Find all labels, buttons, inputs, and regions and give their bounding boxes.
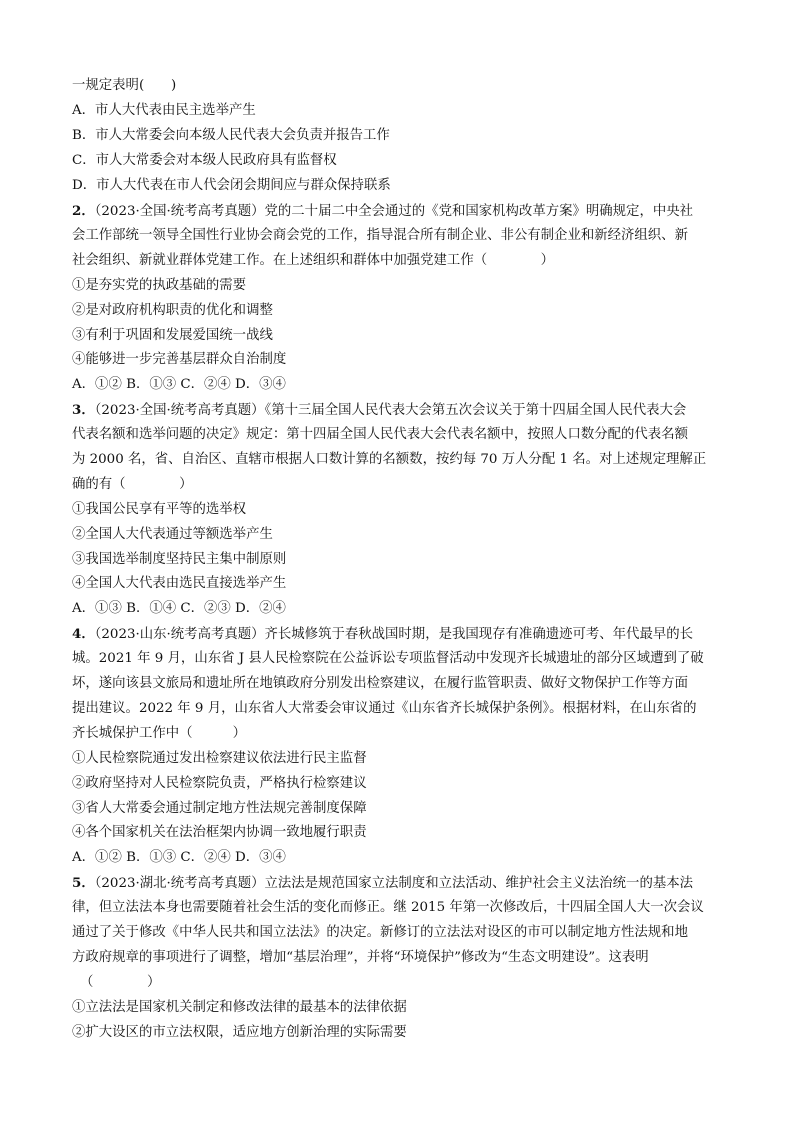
q1-option-a: A．市人大代表由民主选举产生 bbox=[72, 103, 256, 118]
q3-options: A．①③ B．①④ C．②③ D．②④ bbox=[72, 601, 286, 616]
q3-stem-line-3: 为 2000 名，省、自治区、直辖市根据人口数计算的名额数，按约每 70 万人分配 1 名。对上述规定理解正 bbox=[72, 452, 707, 467]
q4-stem-line-1: 4．（2023·山东·统考高考真题）齐长城修筑于春秋战国时期，是我国现存有准确遗迹可考、年代最早的长 bbox=[72, 626, 694, 642]
q3-number: 3． bbox=[72, 402, 95, 418]
q2-stem-line-3: 社会组织、新就业群体党建工作。在上述组织和群体中加强党建工作（ ） bbox=[72, 253, 555, 268]
q4-options: A．①② B．①③ C．②④ D．③④ bbox=[72, 850, 286, 865]
q3-item-3: ③我国选举制度坚持民主集中制原则 bbox=[72, 552, 287, 567]
q4-stem-line-3: 坏，遂向该县文旅局和遗址所在地镇政府分别发出检察建议，在履行监管职责、做好文物保护工作等方面 bbox=[72, 676, 688, 691]
q1-option-b: B．市人大常委会向本级人民代表大会负责并报告工作 bbox=[72, 128, 390, 143]
q4-item-3: ③省人大常委会通过制定地方性法规完善制度保障 bbox=[72, 801, 367, 816]
q1-option-c: C．市人大常委会对本级人民政府具有监督权 bbox=[72, 153, 337, 168]
q5-stem-line-4: 方政府规章的事项进行了调整，增加“基层治理”，并将“环境保护”修改为“生态文明建设”。这表明 bbox=[72, 950, 649, 965]
q4-stem-line-2: 城。2021 年 9 月，山东省 J 县人民检察院在公益诉讼专项监督活动中发现齐长城遗址的部分区域遭到了破 bbox=[72, 651, 704, 666]
q5-item-2: ②扩大设区的市立法权限，适应地方创新治理的实际需要 bbox=[72, 1025, 407, 1040]
q2-item-1: ①是夯实党的执政基础的需要 bbox=[72, 278, 247, 293]
q2-number: 2． bbox=[72, 203, 95, 219]
q2-item-4: ④能够进一步完善基层群众自治制度 bbox=[72, 352, 287, 367]
q4-number: 4． bbox=[72, 626, 95, 642]
q3-item-4: ④全国人大代表由选民直接选举产生 bbox=[72, 576, 287, 591]
q5-stem-line-3: 通过了关于修改《中华人民共和国立法法》的决定。新修订的立法法对设区的市可以制定地方性法规和地 bbox=[72, 925, 688, 940]
q3-stem-line-4: 确的有（ ） bbox=[72, 477, 193, 492]
q3-stem-line-1: 3．（2023·全国·统考高考真题）《第十三届全国人民代表大会第五次会议关于第十四届全国人民代表大会 bbox=[72, 402, 687, 418]
q1-option-d: D．市人大代表在市人代会闭会期间应与群众保持联系 bbox=[72, 178, 391, 193]
q4-item-4: ④各个国家机关在法治框架内协调一致地履行职责 bbox=[72, 825, 367, 840]
q5-stem-line-1: 5．（2023·湖北·统考高考真题）立法法是规范国家立法制度和立法活动、维护社会主义法治统一的基本法 bbox=[72, 875, 694, 891]
q4-stem-line-5: 齐长城保护工作中（ ） bbox=[72, 726, 247, 741]
q2-options: A．①② B．①③ C．②④ D．③④ bbox=[72, 377, 286, 392]
q5-stem-line-2: 律，但立法法本身也需要随着社会生活的变化而修正。继 2015 年第一次修改后，十四届全国人大一次会议 bbox=[72, 900, 704, 915]
q4-item-1: ①人民检察院通过发出检察建议依法进行民主监督 bbox=[72, 751, 367, 766]
q4-item-2: ②政府坚持对人民检察院负责，严格执行检察建议 bbox=[72, 776, 367, 791]
q3-item-2: ②全国人大代表通过等额选举产生 bbox=[72, 527, 273, 542]
q2-item-2: ②是对政府机构职责的优化和调整 bbox=[72, 303, 273, 318]
q3-stem-line-2: 代表名额和选举问题的决定》规定：第十四届全国人民代表大会代表名额中，按照人口数分配的代表名额 bbox=[72, 427, 688, 442]
q2-stem-line-1: 2．（2023·全国·统考高考真题）党的二十届二中全会通过的《党和国家机构改革方案》明确规定，中央社 bbox=[72, 203, 694, 219]
q4-stem-line-4: 提出建议。2022 年 9 月，山东省人大常委会审议通过《山东省齐长城保护条例》。根据材料，在山东省的 bbox=[72, 701, 697, 716]
q2-stem-line-2: 会工作部统一领导全国性行业协会商会党的工作，指导混合所有制企业、非公有制企业和新经济组织、新 bbox=[72, 228, 688, 243]
q1-stem-end: 一规定表明( ) bbox=[72, 78, 177, 93]
q5-stem-line-5: （ ） bbox=[80, 975, 161, 990]
q2-item-3: ③有利于巩固和发展爱国统一战线 bbox=[72, 328, 273, 343]
q5-number: 5． bbox=[72, 875, 95, 891]
q3-item-1: ①我国公民享有平等的选举权 bbox=[72, 502, 247, 517]
q5-item-1: ①立法法是国家机关制定和修改法律的最基本的法律依据 bbox=[72, 1000, 407, 1015]
